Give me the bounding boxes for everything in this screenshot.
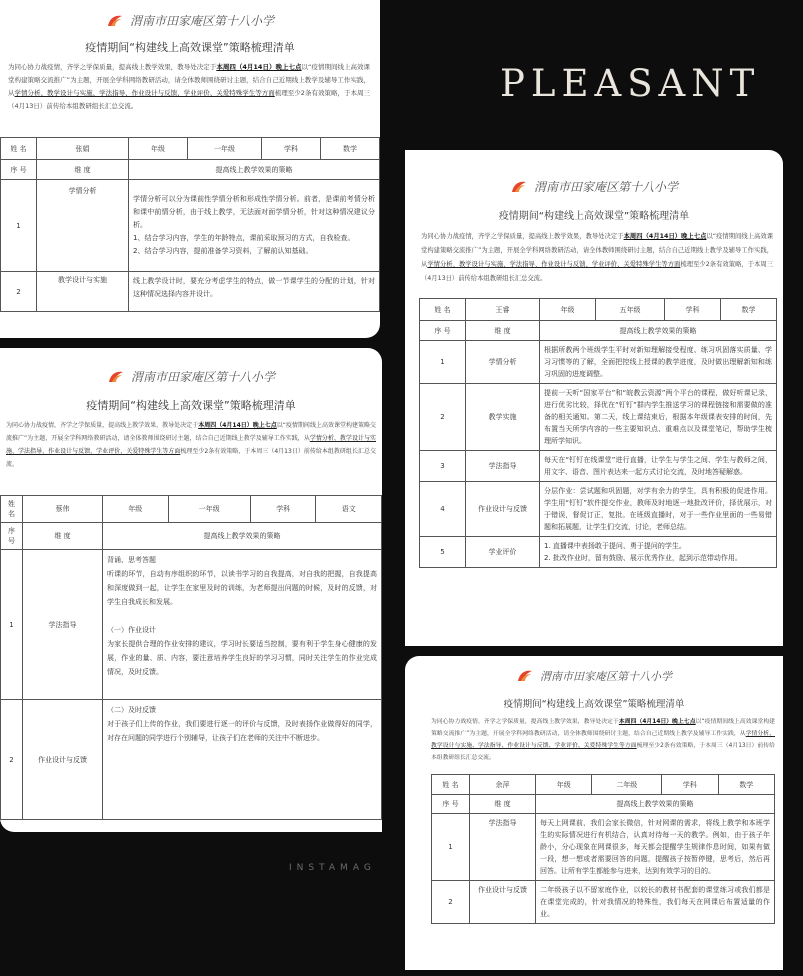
subject-value: 数学 [321,138,380,160]
seq-label: 序 号 [420,321,466,341]
grade-label: 年级 [103,496,169,523]
name-label: 姓 名 [1,138,37,160]
grade-value: 二年级 [592,775,662,795]
seq-label: 序 号 [1,523,23,550]
school-name: 渭南市田家庵区第十八小学 [533,180,678,194]
strategy-header: 提高线上教学效果的策略 [540,321,777,341]
intro-paragraph: 为同心协力战疫情，齐学之学保质量，提高线上教学效果，教导处决定于本周四（4月14日）晚上七点以“疫情期间线上高效课堂构建策略交流推广”为主题，开展全学科网络教研活动，请全体教师围绕研讨主题，结合自己近期线上教学及辅导工作实践，从学情分析、教学设计与实施、学法指导、作业设计与反馈、学业评价、关爱特殊学生等方面梳理至少2条有效策略，于本周三（4月13日）前传给本组教研组长汇总交流。 [6,422,376,468]
subject-label: 学科 [262,138,321,160]
table-row: 4 作业设计与反馈 分层作业：尝试题和巩固题，对学有余力的学生，具有积极的促进作用。学生用“钉钉”软件提交作业，教师及时地逐一地批改评价，择优展示，对于错误，督促订正，复批。在班级直播时，对于一些作业里面的一些易错题和拓展题，让学生们交流，讨论，老师总结。 [420,482,777,537]
grade-value: 五年级 [595,299,664,321]
school-name: 渭南市田家庵区第十八小学 [540,670,672,683]
grade-value: 一年级 [168,496,250,523]
table-row: 2 作业设计与反馈 （二）及时反馈 对于孩子们上传的作业，我们要进行逐一的评价与反馈，及时表扬作业做得好的同学，对存在问题的同学进行个别辅导，让孩子们在老师的关注中不断进步。 [1,700,382,820]
table-row: 3 学法指导 每天在“钉钉在线课堂”进行直播，让学生与学生之间、学生与教师之间，用文字、语音、图片表达来一起方式讨论交流，及时地答疑解惑。 [420,451,777,482]
table-row: 2 作业设计与反馈 二年级孩子以不留家庭作业，以较长的教材书配套的课堂练习或我们都是在课堂完成的，针对我情况的特殊性，我们每天在网课后布置适量的作业。 [432,881,775,924]
name-label: 姓 名 [420,299,466,321]
strategy-header: 提高线上教学效果的策略 [129,160,380,180]
table-row: 1 学情分析 根据所教两个班级学生平时对新知理解接受程度、练习巩固落实质量、学习习惯等的了解，全面把控线上授课的教学进度，及时做出理解新知和练习巩固的进度调整。 [420,341,777,384]
grade-value: 一年级 [187,138,261,160]
name-value: 余萍 [470,775,536,795]
table-row: 1 学法指导 每天上网课前，我们会家长微信，针对网课的需求，将线上教学和本班学生的实际情况进行有机结合，认真对待每一天的教学。例如，由于孩子年龄小，分心现象在网课很多，每天都会提醒学生规律作息时间，如果有做一段，想一想或者需要回答的问题，提醒孩子按暂停键，思考后，然后再回答。让所有学生都能参与进来，达到有效学习的目的。 [432,814,775,881]
dim-label: 维 度 [470,795,536,814]
school-name: 渭南市田家庵区第十八小学 [130,370,275,384]
brand-wordmark: PLEASANT [500,62,761,105]
table-row: 2 教学实施 提前一天听“国家平台”和“皖教云资源”两个平台的课程，做好听课记录，进行优劣比较，择优在“钉钉”群内学生推送学习的课程链接和需要做的准备的相关通知。第二天，线上课结束后，根据本年级课表安排的时间，先布置当天所学内容的一些主要知识点、重难点以及课堂笔记，帮助学生梳理所学知识。 [420,384,777,451]
dim-label: 维 度 [466,321,540,341]
school-header [405,178,783,195]
strategy-header: 提高线上教学效果的策略 [536,795,775,814]
doc-title: 疫情期间“构建线上高效课堂”策略梳理清单 [498,211,690,222]
doc-title: 疫情期间“构建线上高效课堂”策略梳理清单 [85,41,295,54]
name-value: 王睿 [466,299,540,321]
subject-value: 数学 [720,299,776,321]
subject-value: 语文 [316,496,382,523]
strategy-table [0,495,382,820]
document-card-1 [0,0,380,338]
table-row: 1 学法指导 背诵、思考答题 听课的环节，自动有序组织的环节，以读书学习的自我提高，对自我的把握，自我提高和深度做到一起，让学生在家里及时的训练，为老师提出问题的时候，及时的反馈，对学生自我成长和发展。 （一）作业设计 为家长提供合理的作业安排的建议，学习时长要适当控制，要有利于学生身心健康的发展，作业的量、质、内容，要注意培养学生良好的学习习惯，同时关注学生的作业完成情况，及时反馈。 [1,550,382,700]
dim-label: 维 度 [37,160,129,180]
grade-label: 年级 [129,138,188,160]
school-header [0,368,382,385]
school-name: 渭南市田家庵区第十八小学 [129,14,274,28]
school-logo-icon [510,180,528,194]
school-header [405,668,783,684]
intro-paragraph: 为同心协力战疫情，齐学之学保质量，提高线上教学效果，教导处决定于本周四（4月14日）晚上七点以“疫情期间线上高效课堂构建策略交流推广”为主题，开展全学科网络教研活动，请全体教师围绕研讨主题，结合自己近期线上教学及辅导工作实践，从学情分析、教学设计与实施、学法指导、作业设计与反馈、学业评价、关爱特殊学生等方面梳理至少2条有效策略，于本周三（4月13日）前传给本组教研组长汇总交流。 [8,63,371,110]
school-logo-icon [516,669,534,683]
doc-title: 疫情期间“构建线上高效课堂”策略梳理清单 [503,699,685,710]
school-logo-icon [107,370,125,384]
intro-paragraph: 为同心协力战疫情，齐学之学保质量，提高线上教学效果，教导处决定于本周四（4月14日）晚上七点以“疫情期间线上高效课堂构建策略交流推广”为主题，开展全学科网络教研活动，请全体教师围绕研讨主题，结合自己近期线上教学及辅导工作实践，从学情分析、教学设计与实施、学法指导、作业设计与反馈、学业评价、关爱特殊学生等方面梳理至少2条有效策略，于本周三（4月13日）前传给本组教研组长汇总交流。 [421,233,774,282]
document-card-4 [405,656,783,970]
name-value: 蔡伟 [23,496,103,523]
seq-label: 序 号 [432,795,470,814]
name-value: 张娟 [37,138,129,160]
strategy-table [0,137,380,312]
document-card-3 [405,150,783,646]
seq-label: 序 号 [1,160,37,180]
name-label: 姓 名 [1,496,23,523]
grade-label: 年级 [540,299,596,321]
strategy-header: 提高线上教学效果的策略 [103,523,382,550]
subject-label: 学科 [250,496,316,523]
table-row: 1 学情分析 学情分析可以分为课前性学情分析和形成性学情分析。前者，是课前考情分析和课中前情分析，由于线上教学，无法面对面学情分析，针对这种情况建议分析。 1、结合学习内容，学生的年龄特点，课前采取预习的方式，自我检查。 2、结合学习内容，提前准备学习资料，了解前认知基础。 [1,180,380,272]
dim-label: 维 度 [23,523,103,550]
subject-label: 学科 [662,775,718,795]
school-header [0,12,380,29]
table-row: 5 学业评价 1. 直播课中表扬敢于提问、勇于提问的学生。 2. 批改作业时，留有鼓励、展示优秀作业，起到示范带动作用。 [420,537,777,568]
document-card-2 [0,348,382,832]
grade-label: 年级 [536,775,592,795]
name-label: 姓 名 [432,775,470,795]
strategy-table [419,298,777,568]
table-row: 2 教学设计与实施 线上教学设计时，要充分考虑学生的特点，做一节课学生的分配的计划，针对这种情况选择内容并设计。 [1,272,380,312]
intro-paragraph: 为同心协力战疫情，齐学之学保质量，提高线上教学效果，教导处决定于本周四（4月14日）晚上七点以“疫情期间线上高效课堂构建策略交流推广”为主题，开展全学科网络教研活动，请全体教师围绕研讨主题，结合自己近期线上教学及辅导工作实践，从学情分析、教学设计与实施、学法指导、作业设计与反馈、学业评价、关爱特殊学生等方面梳理至少2条有效策略，于本周三（4月13日）前传给本组教研组长汇总交流。 [431,719,775,761]
subject-label: 学科 [665,299,721,321]
strategy-table [431,774,775,924]
school-logo-icon [106,14,124,28]
subject-value: 数学 [718,775,774,795]
instamag-watermark: INSTAMAG [289,863,376,873]
doc-title: 疫情期间“构建线上高效课堂”策略梳理清单 [86,399,296,412]
